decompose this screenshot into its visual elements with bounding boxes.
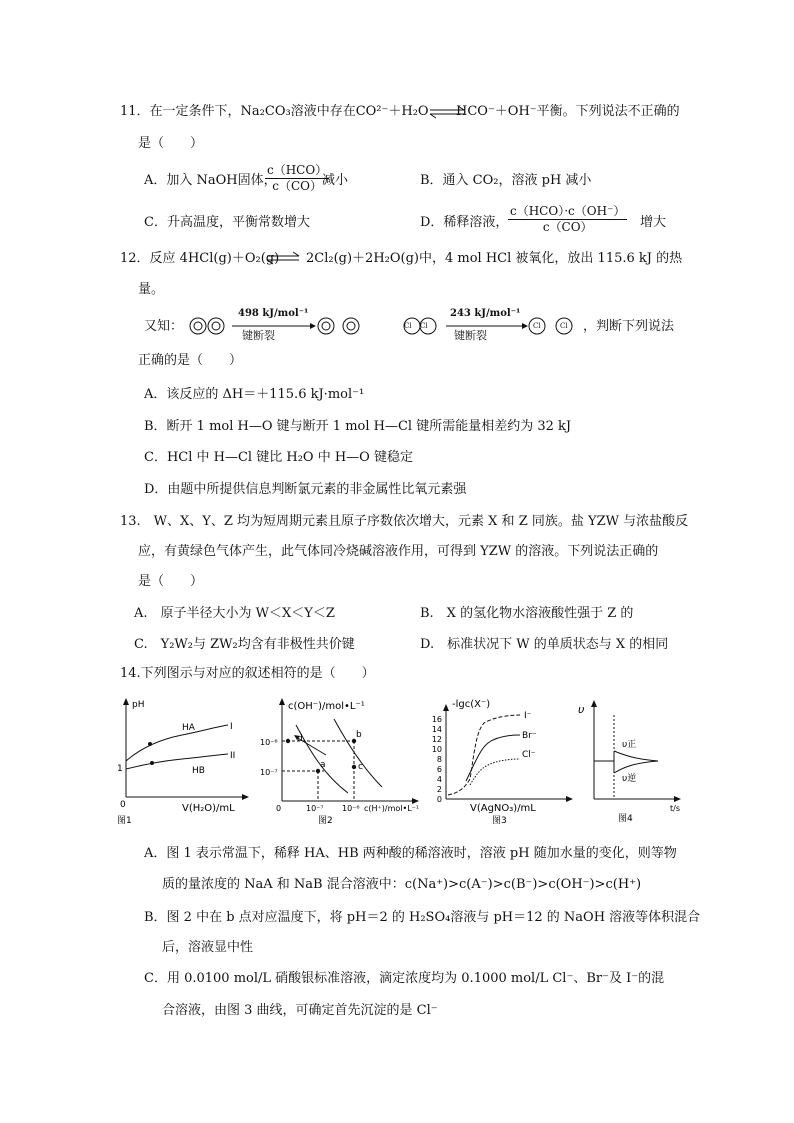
q13-stem-part1: 13. W、X、Y、Z 均为短周期元素且原子序数依次增大，元素 X 和 Z 同族。盐 YZW 与浓盐酸反 — [120, 514, 689, 529]
q12-option-c: C．HCl 中 H—Cl 键比 H₂O 中 H—O 键稳定 — [144, 450, 413, 465]
curve-iodide — [448, 715, 520, 795]
q11-option-a-fraction — [265, 163, 329, 194]
curve-hb — [126, 754, 228, 769]
q14-option-b-line1: B．图 2 中在 b 点对应温度下，将 pH＝2 的 H₂SO₄溶液与 pH＝12 的 NaOH 溶液等体积混合 — [144, 910, 701, 925]
fig2-x-tick-1e-6: 10⁻⁶ — [342, 804, 360, 813]
fig1-ylabel: pH — [132, 700, 145, 710]
arrow-head-icon — [522, 323, 528, 329]
fig2-caption: 图2 — [318, 816, 333, 826]
curve-bromide — [466, 735, 520, 781]
oxygen-molecule-icon — [190, 318, 224, 334]
q11-option-c: C．升高温度，平衡常数增大 — [144, 215, 310, 230]
fig3-y-tick: 0 — [436, 795, 442, 804]
q11-option-a-suffix: 减小 — [322, 173, 349, 188]
fig2-y-tick-1e-6: 10⁻⁶ — [260, 738, 278, 747]
q11-d-numerator: c（HCO）·c（OH⁻） — [510, 204, 626, 218]
q11-option-b: B．通入 CO₂，溶液 pH 减小 — [420, 173, 592, 188]
fig2-point-b: b — [356, 730, 362, 740]
fig1-caption: 图1 — [117, 816, 132, 826]
q12-stem-part3: 量。 — [138, 282, 165, 297]
q12-known-label: 又知： — [144, 319, 184, 334]
cl-atom-label: Cl — [560, 322, 568, 330]
q13-option-c: C. Y₂W₂与 ZW₂均含有非极性共价键 — [134, 637, 355, 652]
cl-atom-label: Cl — [533, 322, 541, 330]
fig1-label-i: I — [230, 722, 233, 732]
q11-a-numerator: c（HCO） — [267, 163, 328, 177]
q12-stem-part1: 12．反应 4HCl(g)＋O₂(g) — [120, 251, 280, 266]
fig3-y-tick: 14 — [431, 725, 442, 734]
q13-option-b: B. X 的氢化物水溶液酸性强于 Z 的 — [420, 606, 634, 621]
q11-stem-part2: HCO⁻＋OH⁻平衡。下列说法不正确的 — [456, 104, 680, 119]
fig3-y-tick: 12 — [431, 735, 442, 744]
cl-atom-label: Cl — [420, 322, 428, 330]
q13-option-d: D. 标准状况下 W 的单质状态与 X 的相同 — [420, 637, 669, 652]
fig3-xlabel: V(AgNO₃)/mL — [470, 803, 536, 814]
fig1-label-ha: HA — [182, 723, 195, 733]
fig3-caption: 图3 — [492, 816, 507, 826]
q12-option-b: B．断开 1 mol H—O 键与断开 1 mol H—Cl 键所需能量相差约为 32 kJ — [144, 419, 572, 434]
q14-stem: 14.下列图示与对应的叙述相符的是（ ） — [120, 666, 375, 681]
q14-option-a-line2: 质的量浓度的 NaA 和 NaB 混合溶液中：c(Na⁺)>c(A⁻)>c(B⁻)>c(OH⁻)>c(H⁺) — [162, 877, 642, 892]
q12-stem-part4: 正确的是（ ） — [138, 353, 243, 368]
fig4-label-forward: υ正 — [622, 740, 637, 750]
fig1-xlabel: V(H₂O)/mL — [182, 803, 235, 814]
cl-atom-label: Cl — [404, 322, 412, 330]
q11-option-d-fraction — [508, 204, 627, 235]
figure-1-dilution-ph — [112, 695, 252, 830]
fig4-caption: 图4 — [618, 814, 633, 824]
fig3-y-tick: 2 — [436, 785, 442, 794]
fig3-y-tick: 6 — [436, 765, 442, 774]
fig3-legend-bromide: Br⁻ — [522, 731, 537, 741]
q13-option-a: A. 原子半径大小为 W＜X＜Y＜Z — [134, 606, 335, 621]
fig2-origin: 0 — [276, 804, 282, 813]
fig4-xlabel: t/s — [670, 804, 680, 813]
q14-option-a-line1: A．图 1 表示常温下，稀释 HA、HB 两种酸的稀溶液时，溶液 pH 随加水量的变化，则等物 — [144, 846, 677, 861]
q12-stem-part2: 2Cl₂(g)＋2H₂O(g)中，4 mol HCl 被氧化，放出 115.6 kJ 的热 — [306, 251, 683, 266]
cl2-bond-energy-label: 243 kJ/mol⁻¹ — [450, 308, 521, 319]
cl2-bond-break-label: 键断裂 — [454, 329, 487, 342]
fig1-origin: 0 — [120, 800, 126, 810]
q14-option-c-line2: 合溶液，由图 3 曲线，可确定首先沉淀的是 Cl⁻ — [162, 1003, 438, 1018]
fig3-legend-chloride: Cl⁻ — [522, 750, 536, 760]
fig1-y-tick-1: 1 — [117, 764, 123, 774]
fig4-ylabel: υ — [578, 703, 585, 716]
q14-option-b-line2: 后，溶液显中性 — [162, 940, 254, 955]
fig3-y-tick: 4 — [436, 775, 442, 784]
figure-3-titration — [424, 695, 574, 830]
fig2-point-d: d — [297, 734, 303, 744]
fig2-xlabel: c(H⁺)/mol•L⁻¹ — [364, 804, 420, 813]
q11-stem-part3: 是（ ） — [138, 136, 204, 151]
oxygen-atoms-icon — [318, 318, 359, 334]
fig2-y-tick-1e-7: 10⁻⁷ — [260, 768, 278, 777]
arrow-head-icon — [310, 323, 316, 329]
q12-option-a: A．该反应的 ΔH＝＋115.6 kJ·mol⁻¹ — [144, 387, 365, 402]
q11-a-denominator: c（CO） — [272, 179, 322, 193]
q13-stem-part2: 应，有黄绿色气体产生，此气体同冷烧碱溶液作用，可得到 YZW 的溶液。下列说法正确的 — [138, 544, 659, 559]
q12-option-d: D．由题中所提供信息判断氯元素的非金属性比氧元素强 — [144, 482, 467, 497]
forward-rate-curve — [614, 751, 658, 761]
fig3-y-tick: 16 — [431, 715, 442, 724]
fig2-point-c: c — [358, 762, 363, 772]
figure-2-water-ionization — [254, 695, 434, 830]
equilibrium-arrow-icon — [265, 250, 301, 266]
q11-stem-part1: 11．在一定条件下，Na₂CO₃溶液中存在CO²⁻＋H₂O — [120, 104, 429, 119]
fig2-point-a: a — [320, 760, 326, 770]
figure-4-reaction-rate — [574, 695, 686, 830]
q11-option-a: A．加入 NaOH固体， — [144, 173, 277, 188]
q13-stem-part3: 是（ ） — [138, 574, 204, 589]
fig1-label-hb: HB — [192, 766, 205, 776]
fig1-label-ii: II — [230, 751, 236, 761]
curve-chloride — [470, 759, 520, 785]
q11-option-d-suffix: 增大 — [640, 215, 667, 230]
o2-bond-break-label: 键断裂 — [242, 329, 275, 342]
q12-judge-text: ，判断下列说法 — [583, 319, 675, 334]
fig3-y-tick: 10 — [431, 745, 442, 754]
fig4-label-reverse: υ逆 — [622, 774, 637, 784]
q14-option-c-line1: C．用 0.0100 mol/L 硝酸银标准溶液，滴定浓度均为 0.1000 mol/L Cl⁻、Br⁻及 I⁻的混 — [144, 971, 665, 986]
q11-d-denominator: c（CO） — [542, 220, 593, 234]
fig2-ylabel: c(OH⁻)/mol•L⁻¹ — [288, 701, 365, 712]
reverse-rate-curve — [614, 761, 658, 773]
q11-option-d: D．稀释溶液， — [420, 215, 509, 230]
o2-bond-energy-label: 498 kJ/mol⁻¹ — [238, 308, 309, 319]
fig3-legend-iodide: I⁻ — [524, 711, 532, 721]
fig2-x-tick-1e-7: 10⁻⁷ — [306, 804, 324, 813]
fig3-ylabel: -lgc(X⁻) — [452, 699, 491, 710]
isotherm-curve-1 — [296, 725, 348, 793]
fig3-y-tick: 8 — [436, 755, 442, 764]
